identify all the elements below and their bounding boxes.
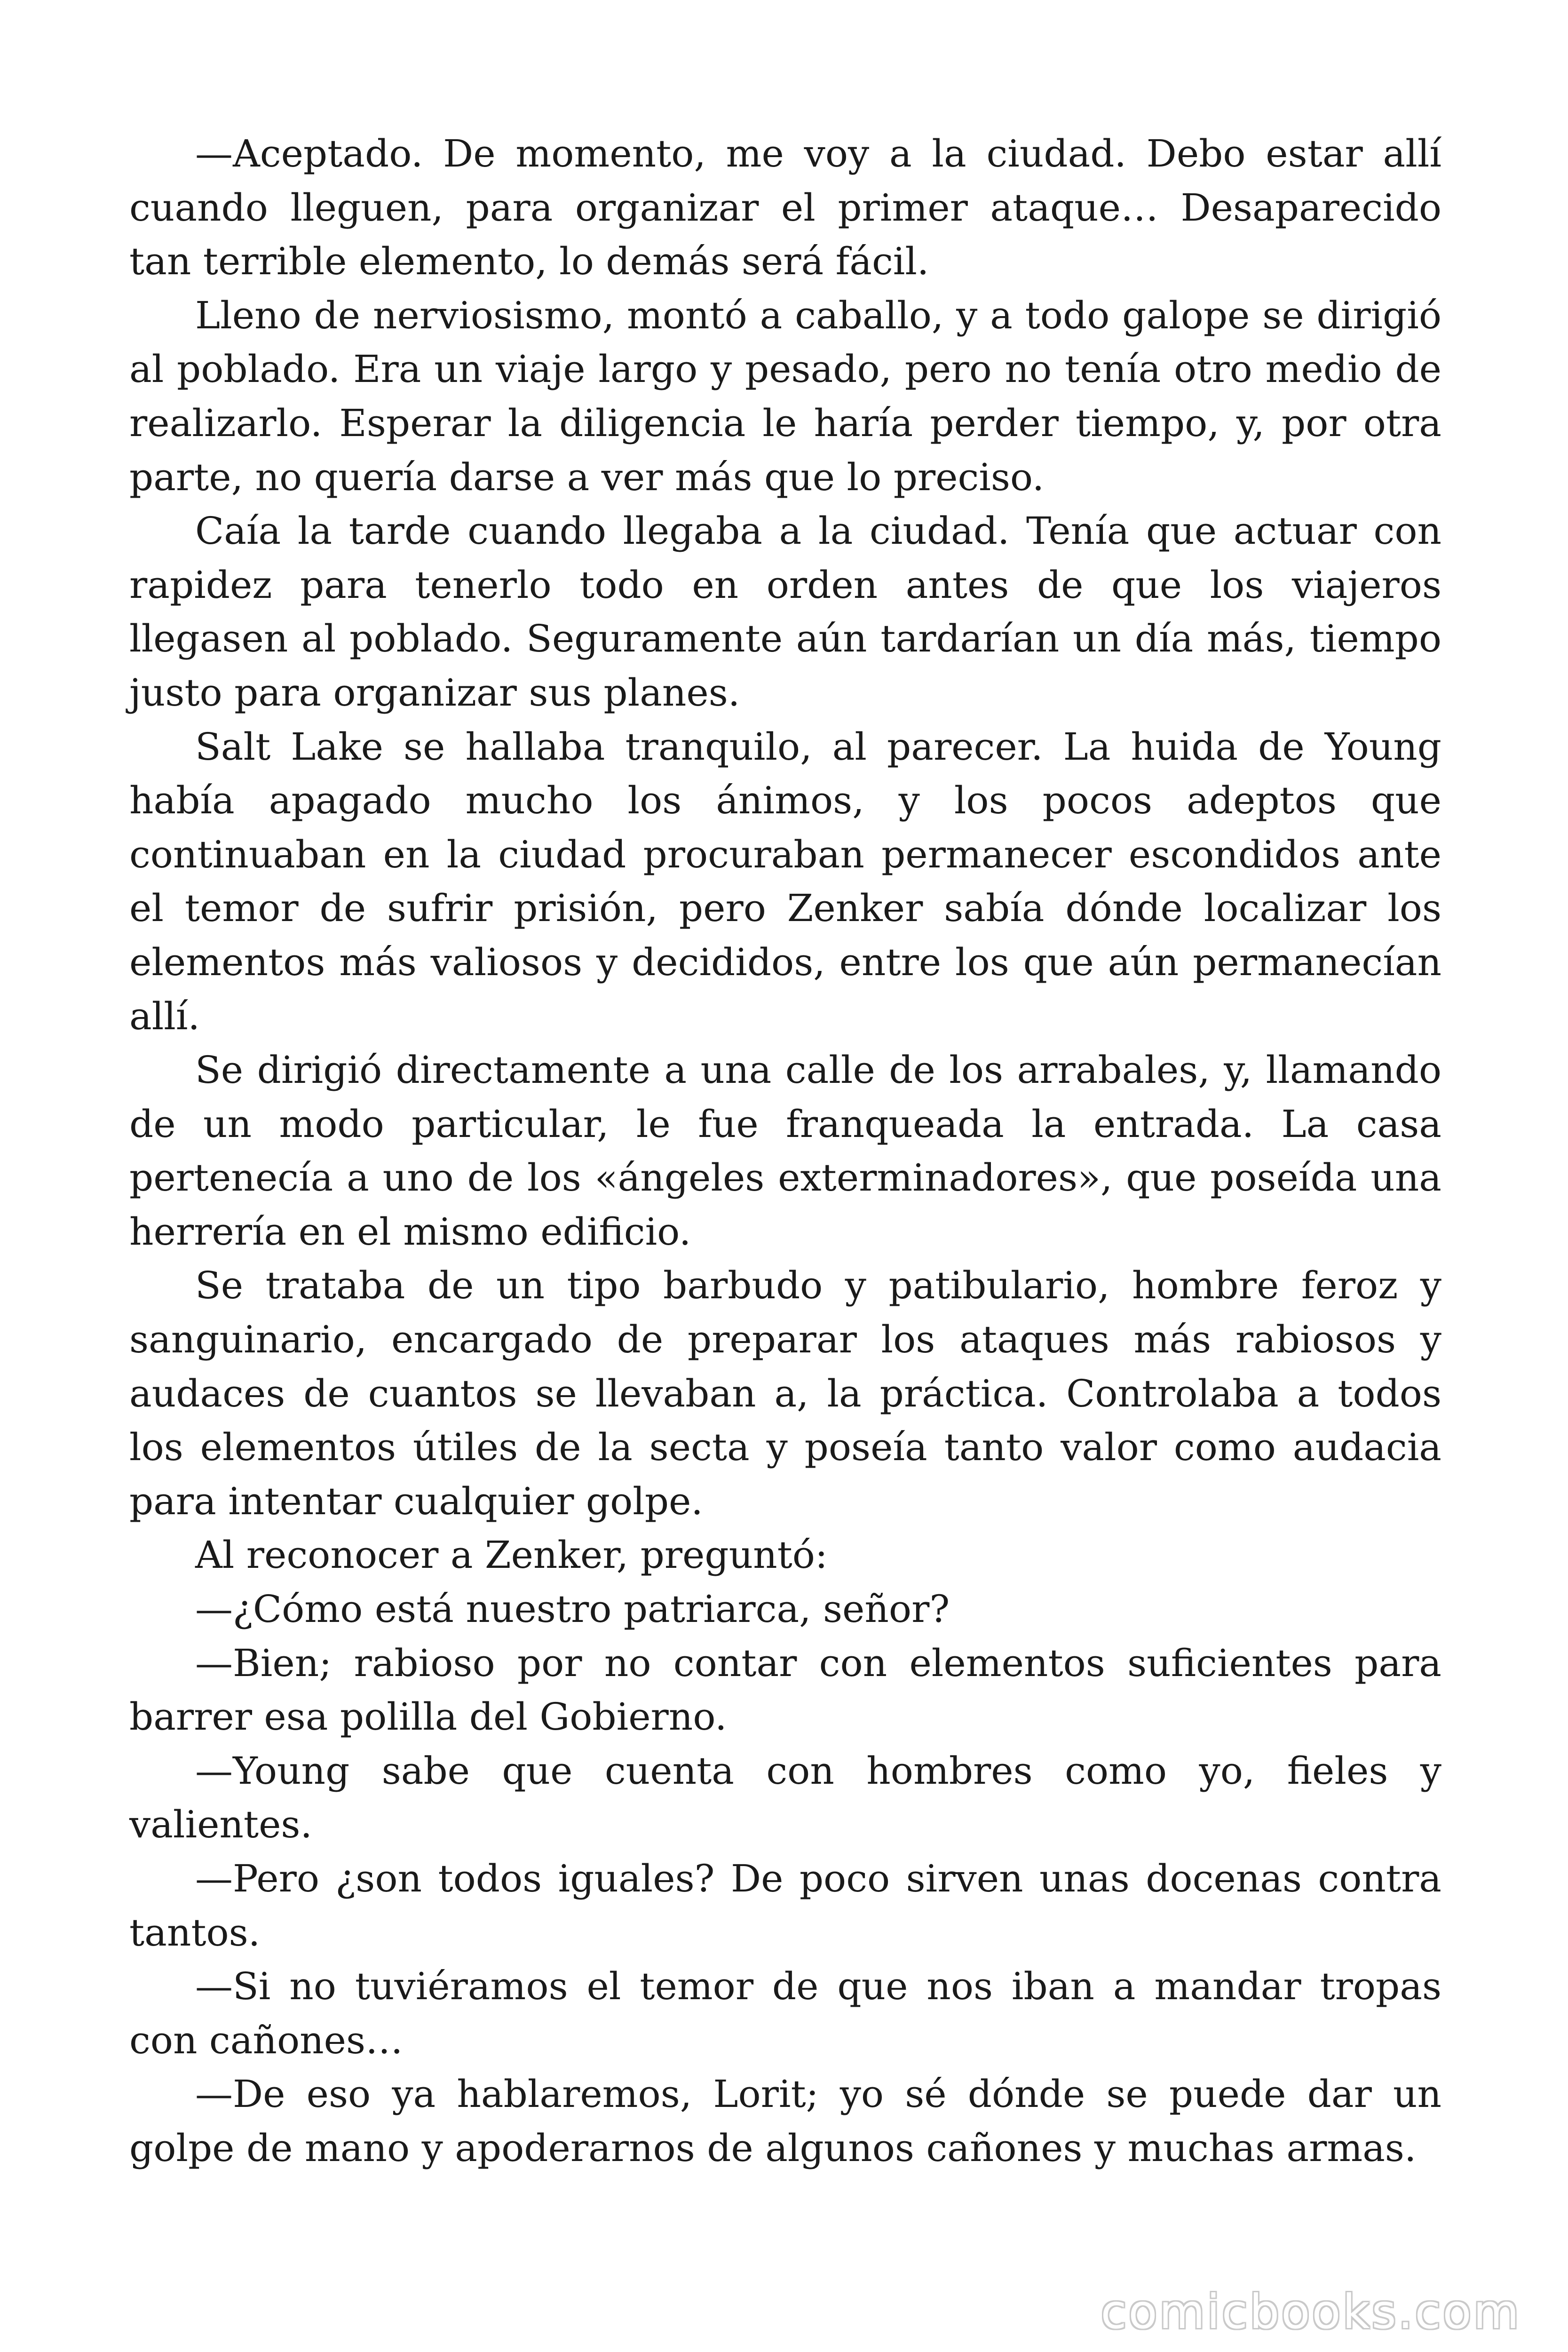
paragraph-13: —De eso ya hablaremos, Lorit; yo sé dónde se puede dar un golpe de mano y apoderarnos de algunos cañones y muchas armas. (129, 2072, 1441, 2170)
paragraph-4: Salt Lake se hallaba tranquilo, al parecer. La huida de Young había apagado mucho los ánimos, y los pocos adeptos que continuaban en la ciudad procuraban permanecer escondidos ante el temor de sufrir prisión, pero Zenker sabía dónde localizar los elementos más valiosos y decididos, entre los que aún permanecían allí. (129, 724, 1441, 1038)
paragraph-10: —Young sabe que cuenta con hombres como yo, fieles y valientes. (129, 1748, 1441, 1847)
paragraph-2: Lleno de nerviosismo, montó a caballo, y a todo galope se dirigió al poblado. Era un viaje largo y pesado, pero no tenía otro medio de realizarlo. Esperar la diligencia le haría perder tiempo, y, por otra parte, no quería darse a ver más que lo preciso. (129, 293, 1441, 499)
watermark: comicbooks.com (1101, 2284, 1521, 2339)
paragraph-7: Al reconocer a Zenker, preguntó: (195, 1533, 828, 1577)
paragraph-1: —Aceptado. De momento, me voy a la ciudad. Debo estar allí cuando lleguen, para organizar el primer ataque… Desaparecido tan terrible elemento, lo demás será fácil. (129, 132, 1441, 284)
paragraph-5: Se dirigió directamente a una calle de los arrabales, y, llamando de un modo particular, le fue franqueada la entrada. La casa pertenecía a uno de los «ángeles exterminadores», que poseída una herrería en el mismo edificio. (129, 1048, 1441, 1254)
paragraph-9: —Bien; rabioso por no contar con elementos suficientes para barrer esa polilla del Gobierno. (129, 1641, 1441, 1739)
page-body (129, 127, 1441, 2176)
paragraph-8: —¿Cómo está nuestro patriarca, señor? (195, 1587, 950, 1631)
paragraph-12: —Si no tuviéramos el temor de que nos iban a mandar tropas con cañones… (129, 1964, 1441, 2062)
paragraph-6: Se trataba de un tipo barbudo y patibulario, hombre feroz y sanguinario, encargado de preparar los ataques más rabiosos y audaces de cuantos se llevaban a, la práctica. Controlaba a todos los elementos útiles de la secta y poseía tanto valor como audacia para intentar cualquier golpe. (129, 1263, 1441, 1523)
paragraph-3: Caía la tarde cuando llegaba a la ciudad. Tenía que actuar con rapidez para tenerlo todo en orden antes de que los viajeros llegasen al poblado. Seguramente aún tardarían un día más, tiempo justo para organizar sus planes. (129, 509, 1441, 715)
paragraph-11: —Pero ¿son todos iguales? De poco sirven unas docenas contra tantos. (129, 1857, 1441, 1955)
